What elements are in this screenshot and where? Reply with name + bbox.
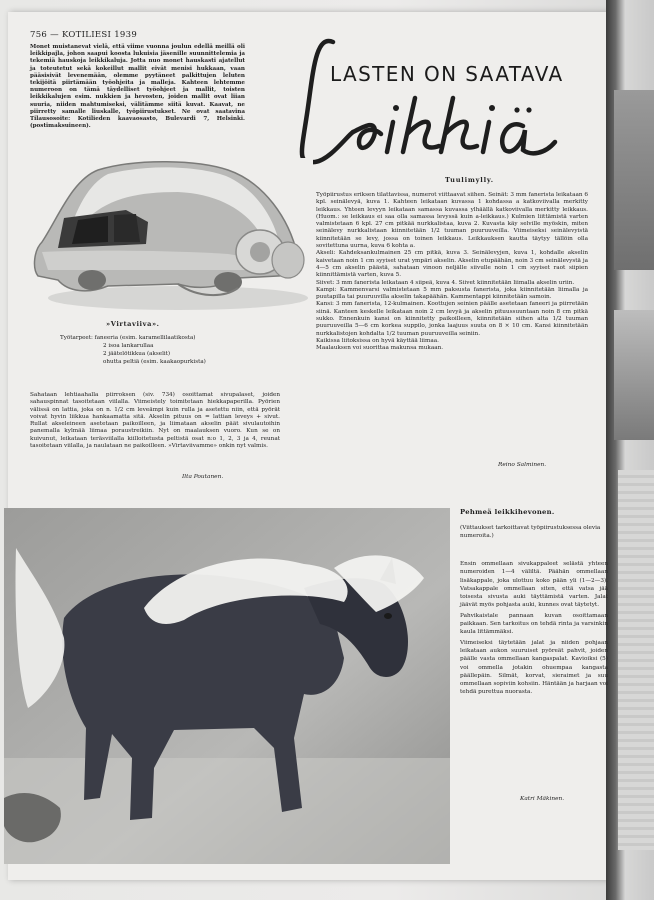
page-number: 756: [30, 30, 48, 40]
article-subtitle: Tuulimylly.: [445, 176, 494, 184]
materials-row: [60, 350, 206, 358]
next-page-photo-edge-lower: [614, 310, 654, 440]
windmill-paragraph: Kampi: Kammenvarsi valmistetaan 5 mm paksusta fanerista, joka kiinnitetään liimalla ja puutapilla tai puuruuvilla akselin takapäähän. Kammentappi kiinnitetään samoin.: [316, 286, 588, 301]
materials-item: faneeria (esim. karamellilaatikosta): [94, 335, 196, 341]
page-header: [30, 30, 137, 40]
materials-row: [60, 358, 206, 366]
horse-author: Katri Mäkinen.: [520, 796, 565, 802]
windmill-paragraph: Kaikissa liitoksissa on hyvä käyttää liimaa.: [316, 337, 439, 344]
horse-paragraph: Viimeiseksi täytetään jalat ja niiden pohjaan leikataan aukon suuruiset pyöreät pahvit, joiden päälle vasta ommellaan kangaspalat. Kavioiksi (5) voi ommella jotakin ohuempaa kangasta päällepäin. Silmät, korvat, sieraimet ja suu ommellaan sopiviin kohsiin. Häntään ja harjaan voi tehdä purettua nuorasta.: [460, 639, 608, 696]
next-page-photo-edge: [614, 90, 654, 270]
magazine-name: KOTILIESI: [61, 30, 112, 40]
materials-row: [60, 334, 206, 342]
header-dash: —: [50, 30, 59, 40]
article-title: LASTEN ON SAATAVA: [330, 62, 564, 86]
horse-heading: Pehmeä leikkihevonen.: [460, 508, 555, 516]
materials-label: Työtarpeet:: [60, 335, 93, 341]
windmill-paragraph: Työpiirustus eriksen tilattavissa, numerot viittaavat siihen. Seinät: 3 mm fanerista leikataan 6 kpl. seinälevyä, kuva 1. Kahteen leikataan kuvassa 1 kohdassa a katkoviivalla merkitty leikkaus. Yhteen levyyn leikataan samassa kuvassa ylhäällä katkoviivalla merkitty leikkaus. (Huom.: se leikkaus ei saa olla samassa levyssä kuin a-leikkaus.) Kulmien liittämistä varten valmistetaan 6 kpl. 27 cm pitkää nurkkalistaa, kuva 2. Kuvasta käy selville myöskin, miten seinälevy nurkkalistaan kiinnitetään 1/2 tuuman puuruuveilla. Viimeiseksi seinälevyistä kiinnitetään se levy, jossa on toinen leikkaus. Leikkauksen kautta täytyy tällöin olla sovitettuna uurna, kuva 6 kohta a.: [316, 192, 588, 250]
toy-car-photo: [28, 158, 313, 313]
next-page-text-edge: [618, 470, 654, 850]
materials-item: 2 jäätelötikkua (akselit): [103, 351, 171, 357]
windmill-paragraph: Siivet: 3 mm fanerista leikataan 4 siipeä, kuva 4. Siivet kiinnitetään liimalla akselin uriin.: [316, 279, 575, 286]
horse-note: (Viittaukset tarkoittavat työpiirustuksessa olevia numeroita.): [460, 525, 601, 539]
materials-item: 2 isoa lankarullaa: [103, 343, 154, 349]
materials-row: [60, 342, 206, 350]
windmill-instructions: [316, 192, 588, 353]
windmill-paragraph: Akseli: Kahdeksankulmainen 25 cm pitkä, kuva 3. Seinälevyjen, kuva 1, kohdalle akselin kaivetaan noin 1 cm syyiset urat ympäri akselin. Akselin etupäähän, noin 3 cm seinälevystä ja 4—5 cm akselin päästä, sahataan vinoon neljälle siivulle noin 1 cm syyiset raot siipien kiinnittämistä varten, kuva 5.: [316, 250, 588, 279]
car-instructions: Sahataan lehtiaahalla piirroksen (siv. 734) osoittamat sivupalaset, joiden sahauspinnat tasoitetaan viilalla. Viimeistely toimitetaan hiekkapaperilla. Pyörien välissä on lattia, joka on n. 1/2 cm leveämpi kuin rulla ja asetettu niin, että pyörät voivat hyvin liikkua hankaamatta sitä. Akselin pituus on = lattian leveys + sivut. Rullat akseleineen asetetaan paikoilleen, ja liimataan akselin päät sivulautoihin panemalla kylmää liimaa poraustreikiin. Nyt on maalauksen vuoro. Kun se on kuivunut, leikataan teräsviilalla kiilloitetusta peltistä osat n:o 1, 2, 3 ja 4, reunat tasoitetaan viilalla, ja naulataan ne paikoilleen. »Virtaviivamme» onkin nyt valmis.: [30, 392, 280, 450]
horse-paragraph: Pahvikaistale pannaan kuvan osoittamaan paikkaan. Sen tarkoitus on tehdä rinta ja varsinkin kaula littämmäksi.: [460, 612, 608, 636]
windmill-author: Reino Salminen.: [498, 462, 547, 468]
materials-item: ohutta peltiä (esim. kaakaopurkista): [103, 359, 206, 365]
windmill-paragraph: Maalauksen voi suorittaa makunsa mukaan.: [316, 345, 444, 352]
horse-toy-photo: [4, 508, 450, 864]
toy-caption: »Virtaviiva».: [106, 320, 160, 328]
magazine-year: 1939: [114, 30, 138, 40]
car-author: Ilta Poutanen.: [182, 474, 224, 480]
horse-paragraph: Ensin ommellaan sivukappaleet selästä yhteen numeroiden 1—4 väliltä. Päähän ommellaan lisäkappale, joka ulottuu koko pään yli (1—2—3). Vatsakappale ommellaan siten, että vatsa jää toisesta sivusta auki täyttämistä varten. Jalat jäävät myös pohjasta auki, kunnes ovat täytetyt.: [460, 561, 608, 609]
windmill-paragraph: Kansi: 3 mm fanerista, 12-kulmainen. Koottujen seinien päälle asetetaan faneeri ja piirretään siinä. Kanteen keskelle leikataan noin 2 cm levyä ja akselin pituussuuntaan noin 8 cm pitkä sukko. Ennenkuin kansi on kiinnitetty paikoilleen, kiinnitetään siihen alta 1/2 tuuman puuruuveilla 5—6 cm korkea suppilo, jonka laajuus suuta on 8 × 10 cm. Kansi kiinnitetään nurkkalistojen kohdalta 1/2 tuuman puuruuveilla seiniin.: [316, 301, 588, 337]
materials-list: [60, 334, 206, 366]
intro-text: Monet muistanevat vielä, että viime vuonna joulun edellä meillä oli leikkipajla, johon saapui koosta lukuisia jäsenille suunnittelemia ja tekemiä hauskoja leikkikaluja. Jotta nuo monet hauskasti ajatellut ja toteutetut sekä kokeillut mallit eivät menisi hukkaan, vaan pääsisivät levenemään, olemme pyytäneet palkittujen leluten tekijöitä piirtämään työohjeita ja malleja. Kahteen lehtemme numeroon on tämä täydelliset työohjeet ja mallit, toisten leikkikalujen esim. nukkien ja hevosten, joiden mallit ovat liian suuria, niiden mahtumiseksi, välitämme siitä kuvat. Kaavat, ne piirretty samalle liuskalle, työpiirustukset. Ne ovat saatavina Tilausosoite: Kotilieden kaavaosasto, Bulevardi 7, Helsinki. (postimaksuineen).: [30, 44, 245, 130]
horse-instructions: [460, 560, 608, 699]
